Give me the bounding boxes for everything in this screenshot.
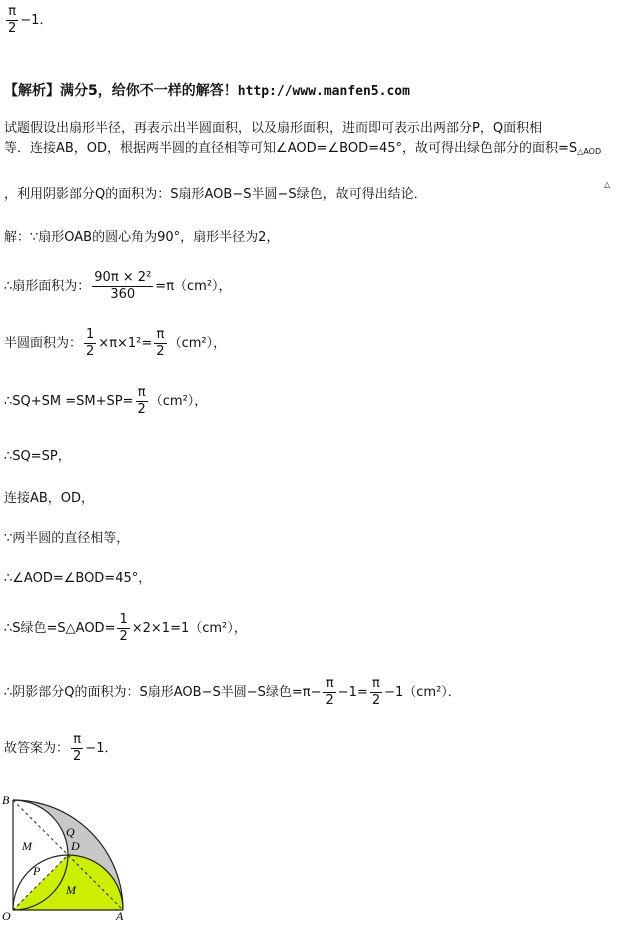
fraction: $\frac{1}{2}$: [119, 612, 128, 644]
fraction: $\frac{\pi}{2}$: [137, 385, 146, 417]
triangle-mark: △: [604, 180, 611, 189]
fraction: $\frac{\pi}{2}$: [73, 732, 82, 764]
analysis-header: [4, 80, 410, 100]
fraction: $\frac{\pi}{2}$: [371, 676, 381, 708]
geometry-figure: [0, 790, 140, 930]
label-o: O: [2, 909, 11, 923]
analysis-line-1: 试题假设出扇形半径，再表示出半圆面积，以及扇形面积，进而即可表示出两部分P，Q面积相: [4, 121, 543, 136]
solution-line-4: ∴SQ+SM =SM+SP= $\frac{\pi}{2}$ （cm²），: [4, 385, 208, 417]
solution-line-8: ∴∠AOD=∠BOD=45°，: [4, 571, 152, 586]
top-answer: $\frac{\pi}{2}$ −1．: [8, 4, 53, 36]
label-q: Q: [66, 825, 75, 839]
label-d: D: [71, 839, 80, 853]
solution-line-6: 连接AB，OD，: [4, 491, 95, 506]
analysis-tag: 【解析】: [4, 83, 60, 99]
label-m-upper: M: [22, 839, 32, 853]
solution-line-5: ∴SQ=SP，: [4, 449, 71, 464]
fraction: $\frac{\text{90π × 2²}}{360}$: [94, 270, 152, 302]
solution-line-7: ∵两半圆的直径相等，: [4, 531, 130, 546]
label-a: A: [116, 909, 124, 923]
label-b: B: [2, 793, 10, 807]
slogan: 满分5，给你不一样的解答！: [60, 83, 238, 99]
fraction: $\frac{\pi}{2}$: [156, 327, 165, 359]
label-p: P: [33, 864, 41, 878]
solution-line-1: 解：∵扇形OAB的圆心角为90°，扇形半径为2，: [4, 230, 280, 245]
label-m-lower: M: [66, 883, 76, 897]
solution-line-11: 故答案为： $\frac{\pi}{2}$ −1．: [4, 732, 118, 764]
site-url: http://www.manfen5.com: [237, 84, 410, 99]
solution-line-3: 半圆面积为： $\frac{1}{2}$ ×π×1²= $\frac{\pi}{2}$ （cm²），: [4, 327, 227, 359]
fraction: $\frac{\pi}{2}$: [8, 4, 17, 36]
solution-line-9: ∴S绿色=S△AOD= $\frac{1}{2}$ ×2×1=1（cm²），: [4, 612, 247, 644]
analysis-line-2: 等．连接AB，OD，根据两半圆的直径相等可知∠AOD=∠BOD=45°，故可得出绿色部分的面积$=S_{\triangle AOD}$: [4, 141, 602, 156]
solution-line-2: ∴扇形面积为： $\frac{\text{90π × 2²}}{360}$ =π（cm²），: [4, 270, 232, 302]
solution-line-10: ∴阴影部分Q的面积为：S扇形AOB−S半圆−S绿色=π− $\frac{\pi}{2}$ −1= $\frac{\pi}{2}$ −1（cm²）．: [4, 676, 461, 708]
analysis-line-3: ，利用阴影部分Q的面积为：S扇形AOB−S半圆−S绿色，故可得出结论．: [4, 187, 427, 202]
fraction: $\frac{\pi}{2}$: [325, 676, 334, 708]
fraction: $\frac{1}{2}$: [86, 327, 95, 359]
